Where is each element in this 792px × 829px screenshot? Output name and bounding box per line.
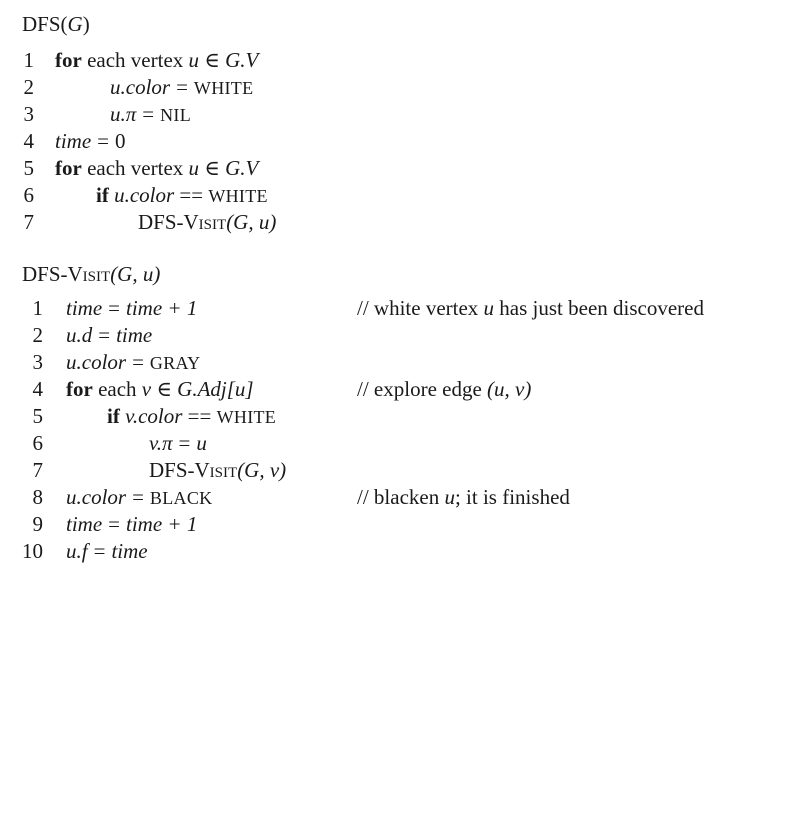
visit-line-1 bbox=[0, 295, 792, 322]
operator: = bbox=[108, 512, 120, 536]
line-number: 7 bbox=[32, 458, 43, 482]
arguments: (G, v) bbox=[237, 458, 287, 482]
operator: = bbox=[132, 350, 144, 374]
dfs-line-6 bbox=[0, 182, 792, 209]
visit-line-10 bbox=[0, 538, 792, 565]
line-number: 1 bbox=[23, 48, 34, 72]
lhs: v.π bbox=[149, 431, 173, 455]
comment-variable: u bbox=[483, 296, 495, 320]
constant: GRAY bbox=[149, 353, 201, 373]
line-number: 3 bbox=[32, 350, 43, 374]
code bbox=[55, 128, 126, 155]
constant: BLACK bbox=[149, 488, 213, 508]
operator: = bbox=[98, 323, 111, 347]
dfs-title: DFS(G) bbox=[22, 12, 90, 36]
comment-text: explore edge bbox=[373, 377, 482, 401]
constant: NIL bbox=[160, 105, 192, 125]
operator: ∈ bbox=[204, 48, 220, 72]
comment-mark: // bbox=[357, 485, 369, 509]
line-number: 3 bbox=[23, 102, 34, 126]
line-number: 8 bbox=[32, 485, 43, 509]
code bbox=[55, 155, 258, 182]
comment-rest: ; it is finished bbox=[454, 485, 570, 509]
dfs-line-7 bbox=[0, 209, 792, 236]
expression: G.V bbox=[225, 156, 259, 180]
comment-text: white vertex bbox=[373, 296, 479, 320]
code-text: each bbox=[98, 377, 137, 401]
lhs: u.π bbox=[110, 102, 137, 126]
line-number: 10 bbox=[22, 539, 43, 563]
operator: ∈ bbox=[204, 156, 220, 180]
lhs: u.color bbox=[66, 350, 127, 374]
dfs-title-param: G bbox=[67, 12, 83, 36]
code bbox=[66, 295, 197, 322]
line-number: 2 bbox=[23, 75, 34, 99]
comment-mark: // bbox=[357, 377, 369, 401]
procedure-call: DFS-Visit bbox=[138, 210, 227, 234]
rhs: time + 1 bbox=[126, 512, 198, 536]
expression: G.Adj[u] bbox=[177, 377, 254, 401]
comment-text: blacken bbox=[373, 485, 440, 509]
variable: u bbox=[188, 156, 200, 180]
rhs: time + 1 bbox=[126, 296, 198, 320]
visit-line-2 bbox=[0, 322, 792, 349]
arguments: (G, u) bbox=[226, 210, 277, 234]
line-number: 5 bbox=[32, 404, 43, 428]
lhs: time bbox=[66, 296, 103, 320]
dfs-visit-title-param: (G, u) bbox=[110, 262, 161, 286]
lhs: u.d bbox=[66, 323, 93, 347]
rhs: u bbox=[196, 431, 207, 455]
operator: = bbox=[93, 539, 106, 563]
comment-mark: // bbox=[357, 296, 369, 320]
lhs: u.color bbox=[114, 183, 175, 207]
visit-line-3 bbox=[0, 349, 792, 376]
dfs-line-3 bbox=[0, 101, 792, 128]
value: 0 bbox=[115, 129, 126, 153]
comment bbox=[357, 376, 531, 403]
comment-rest: has just been discovered bbox=[499, 296, 704, 320]
comment bbox=[357, 484, 570, 511]
lhs: u.color bbox=[110, 75, 171, 99]
keyword: for bbox=[55, 156, 82, 180]
operator: = bbox=[142, 102, 155, 126]
operator: ∈ bbox=[156, 377, 172, 401]
visit-line-5 bbox=[0, 403, 792, 430]
line-number: 2 bbox=[32, 323, 43, 347]
expression: G.V bbox=[225, 48, 259, 72]
line-number: 4 bbox=[32, 377, 43, 401]
code bbox=[96, 182, 268, 210]
operator: = bbox=[108, 296, 120, 320]
lhs: v.color bbox=[125, 404, 183, 428]
operator: = bbox=[178, 431, 191, 455]
dfs-line-5 bbox=[0, 155, 792, 182]
code bbox=[66, 511, 197, 538]
visit-line-9 bbox=[0, 511, 792, 538]
constant: WHITE bbox=[208, 186, 268, 206]
line-number: 4 bbox=[23, 129, 34, 153]
lhs: u.f bbox=[66, 539, 88, 563]
comment-variable: u bbox=[444, 485, 455, 509]
code bbox=[110, 101, 191, 129]
code bbox=[66, 349, 200, 377]
visit-line-8 bbox=[0, 484, 792, 511]
rhs: time bbox=[116, 323, 153, 347]
keyword: if bbox=[96, 183, 109, 207]
code bbox=[149, 430, 207, 457]
code bbox=[110, 74, 253, 102]
lhs: time bbox=[55, 129, 92, 153]
lhs: time bbox=[66, 512, 103, 536]
dfs-visit-title bbox=[22, 264, 160, 285]
operator: == bbox=[179, 183, 204, 207]
keyword: for bbox=[55, 48, 82, 72]
code bbox=[66, 538, 148, 565]
line-number: 6 bbox=[23, 183, 34, 207]
keyword: for bbox=[66, 377, 93, 401]
operator: == bbox=[187, 404, 212, 428]
code bbox=[107, 403, 276, 431]
constant: WHITE bbox=[193, 78, 254, 98]
code bbox=[66, 322, 152, 349]
keyword: if bbox=[107, 404, 120, 428]
line-number: 6 bbox=[32, 431, 43, 455]
visit-line-7 bbox=[0, 457, 792, 484]
line-number: 7 bbox=[23, 210, 34, 234]
lhs: u.color bbox=[66, 485, 127, 509]
operator: = bbox=[97, 129, 109, 153]
code bbox=[55, 47, 258, 74]
operator: = bbox=[132, 485, 144, 509]
variable: v bbox=[141, 377, 152, 401]
dfs-line-2 bbox=[0, 74, 792, 101]
line-number: 9 bbox=[32, 512, 43, 536]
dfs-line-1 bbox=[0, 47, 792, 74]
code-text: each vertex bbox=[87, 48, 184, 72]
code bbox=[149, 457, 286, 484]
comment-variable: (u, v) bbox=[487, 377, 532, 401]
visit-line-4 bbox=[0, 376, 792, 403]
code-text: each vertex bbox=[87, 156, 184, 180]
dfs-title-name: DFS bbox=[22, 12, 61, 36]
code bbox=[138, 209, 276, 236]
comment bbox=[357, 295, 704, 322]
dfs-line-4 bbox=[0, 128, 792, 155]
dfs-visit-title-name: DFS-Visit bbox=[22, 262, 111, 286]
variable: u bbox=[188, 48, 200, 72]
line-number: 5 bbox=[23, 156, 34, 180]
code bbox=[66, 484, 212, 512]
line-number: 1 bbox=[32, 296, 43, 320]
visit-line-6 bbox=[0, 430, 792, 457]
operator: = bbox=[176, 75, 188, 99]
code bbox=[66, 376, 254, 403]
procedure-call: DFS-Visit bbox=[149, 458, 238, 482]
constant: WHITE bbox=[216, 407, 277, 427]
rhs: time bbox=[111, 539, 148, 563]
